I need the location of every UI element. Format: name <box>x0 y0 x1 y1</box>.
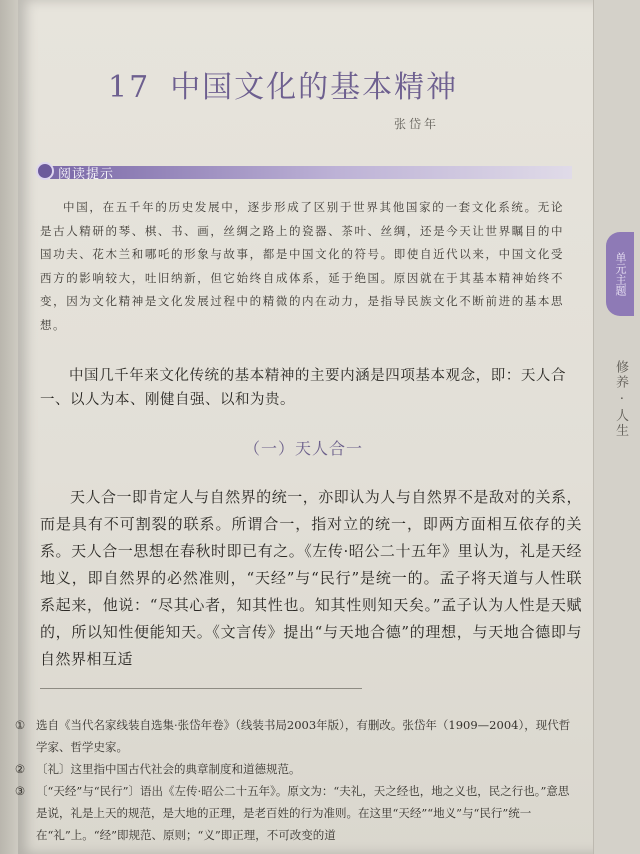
footnotes <box>10 714 580 846</box>
footnote <box>10 714 580 758</box>
reading-tip-body: 中国，在五千年的历史发展中，逐步形成了区别于世界其他国家的一套文化系统。无论是古人精研的琴、棋、书、画，丝绸之路上的瓷器、茶叶、丝绸，还是今天让世界瞩目的中国功夫、花木兰和哪吒的形象与故事，都是中国文化的符号。即使自近代以来，中国文化受西方的影响较大，吐旧纳新，但它始终自成体系，延于绝国。原因就在于其基本精神始终不变，因为文化精神是文化发展过程中的精微的内在动力，是指导民族文化不断前进的基本思想。 <box>40 200 564 332</box>
footnote-divider <box>40 688 362 689</box>
footnote-mark: ② <box>14 762 26 776</box>
footnote <box>10 780 580 846</box>
intro-paragraph: 中国几千年来文化传统的基本精神的主要内涵是四项基本观念，即：天人合一、以人为本、刚健自强、以和为贵。 <box>40 368 566 408</box>
footnote-mark: ③ <box>14 784 26 798</box>
footnote-text: 〔“天经”与“民行”〕语出《左传·昭公二十五年》。原文为：“夫礼，天之经也，地之义也，民之行也。”意思是说，礼是上天的规范，是大地的正理，是老百姓的行为准则。在这里“天经”“地义”与“民行”统一在“礼”上。“经”即规范、原则；“义”即正理，不可改变的道 <box>36 784 570 842</box>
footnote <box>10 758 580 780</box>
right-margin-strip <box>593 0 640 854</box>
lesson-number: 17 <box>108 70 151 105</box>
banner-dot-icon <box>36 162 54 180</box>
footnote-text: 〔礼〕这里指中国古代社会的典章制度和道德规范。 <box>36 762 301 776</box>
section-title: （一）天人合一 <box>244 439 364 458</box>
reading-tip-banner <box>34 162 574 182</box>
footnote-mark: ① <box>14 718 26 732</box>
banner-bar <box>50 166 572 179</box>
footnote-text: 选自《当代名家线装自选集·张岱年卷》（线装书局2003年版），有删改。张岱年（1909—2004），现代哲学家、哲学史家。 <box>36 718 571 754</box>
reading-tip-heading: 阅读提示 <box>58 167 115 182</box>
unit-tab: 单元主题 <box>606 232 634 316</box>
lesson-title <box>108 62 458 106</box>
section-paragraph: 天人合一即肯定人与自然界的统一，亦即认为人与自然界不是敌对的关系，而是具有不可割裂的联系。所谓合一，指对立的统一，即两方面相互依存的关系。天人合一思想在春秋时即已有之。《左传·昭公二十五年》里认为，礼是天经地义，即自然界的必然准则，“天经”与“民行”是统一的。孟子将天道与人性联系起来，他说：“尽其心者，知其性也。知其性则知天矣。”孟子认为人性是天赋的，所以知性便能知天。《文言传》提出“与天地合德”的理想，与天地合德即与自然界相互适 <box>40 488 582 668</box>
lesson-title-text: 中国文化的基本精神 <box>170 70 459 105</box>
author-name: 张岱年 <box>394 117 440 131</box>
side-label: 修养 · 人生 <box>613 360 628 439</box>
